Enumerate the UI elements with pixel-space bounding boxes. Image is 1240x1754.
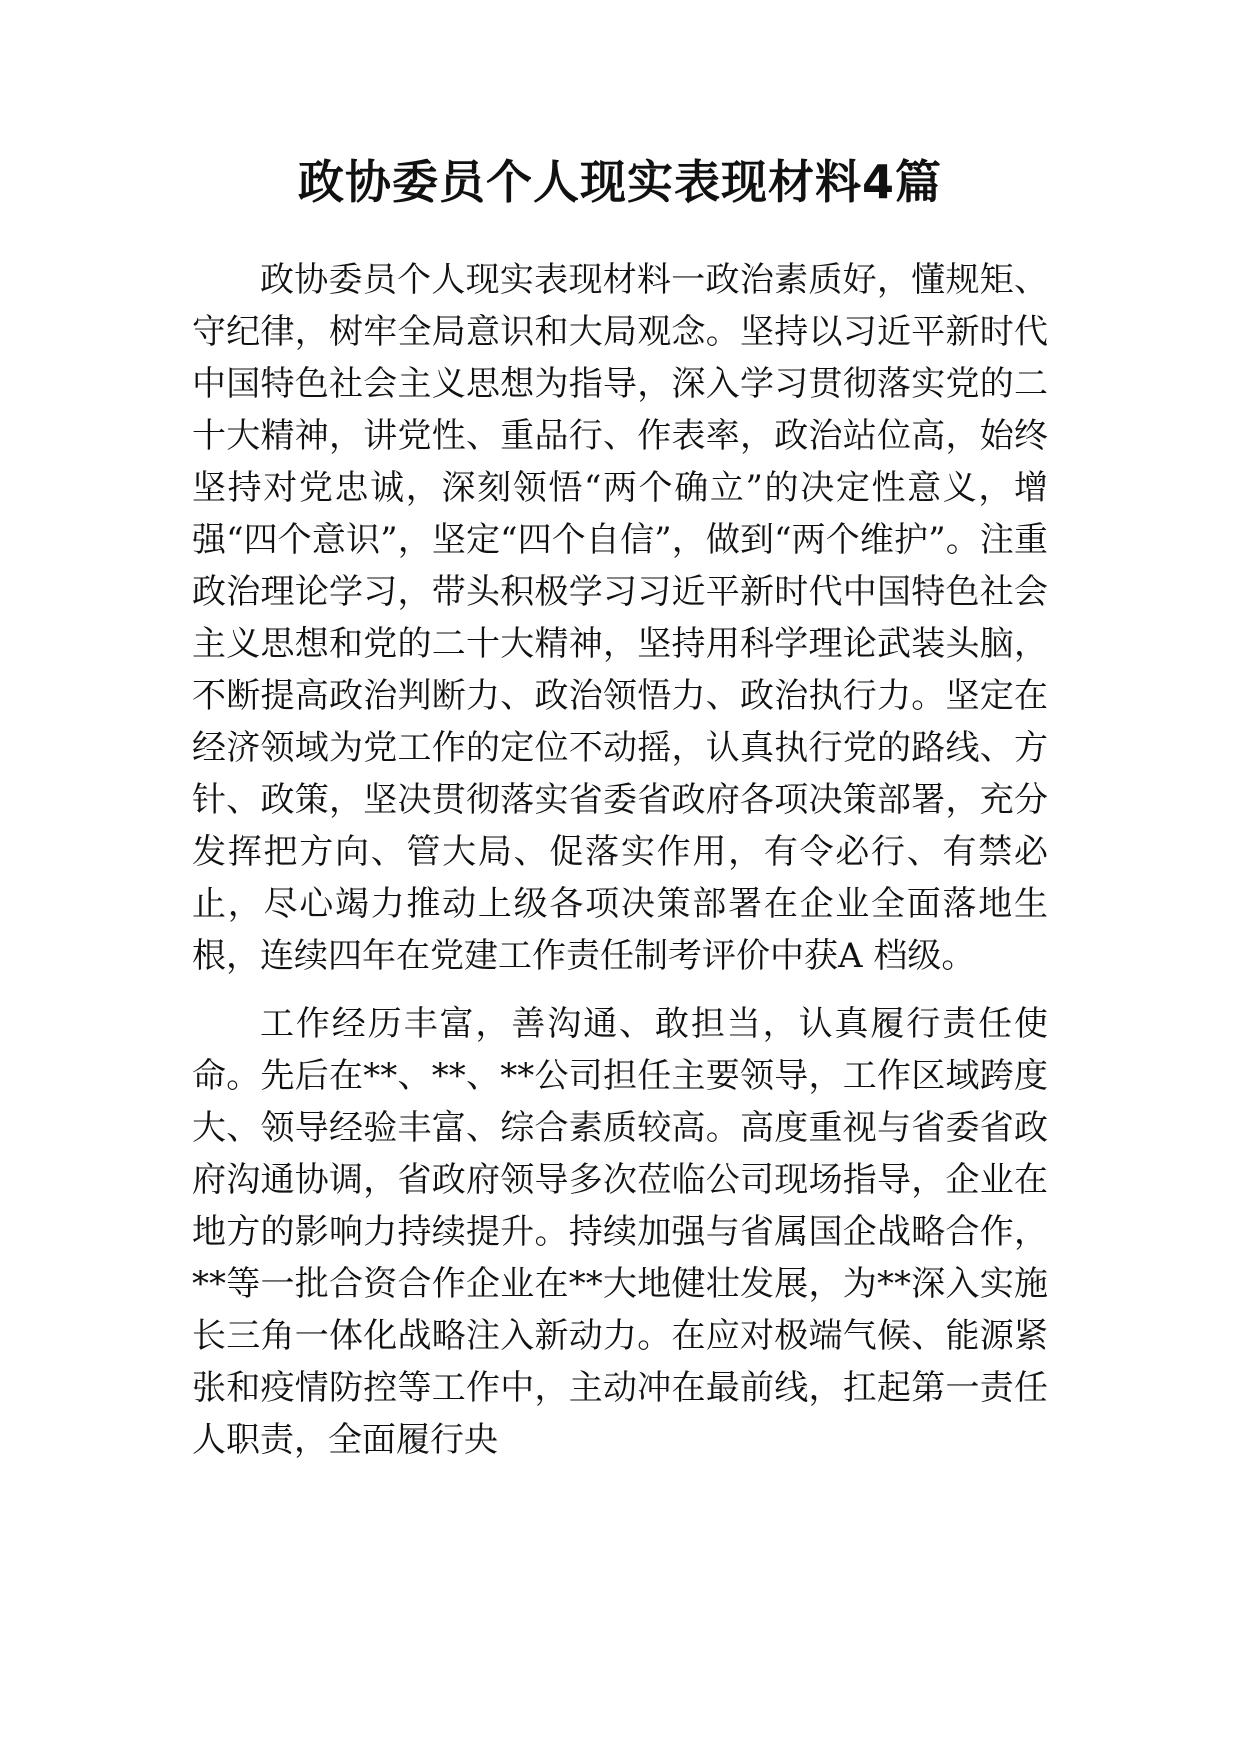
document-body	[192, 254, 1048, 1466]
paragraph-political-quality: 政协委员个人现实表现材料一政治素质好，懂规矩、守纪律，树牢全局意识和大局观念。坚持以习近平新时代中国特色社会主义思想为指导，深入学习贯彻落实党的二十大精神，讲党性、重品行、作表率，政治站位高，始终坚持对党忠诚，深刻领悟“两个确立”的决定性意义，增强“四个意识”，坚定“四个自信”，做到“两个维护”。注重政治理论学习，带头积极学习习近平新时代中国特色社会主义思想和党的二十大精神，坚持用科学理论武装头脑，不断提高政治判断力、政治领悟力、政治执行力。坚定在经济领域为党工作的定位不动摇，认真执行党的路线、方针、政策，坚决贯彻落实省委省政府各项决策部署，充分发挥把方向、管大局、促落实作用，有令必行、有禁必止，尽心竭力推动上级各项决策部署在企业全面落地生根，连续四年在党建工作责任制考评价中获A 档级。	[192, 260, 1048, 976]
paragraph-work-experience: 工作经历丰富，善沟通、敢担当，认真履行责任使命。先后在**、**、**公司担任主要领导，工作区域跨度大、领导经验丰富、综合素质较高。高度重视与省委省政府沟通协调，省政府领导多次莅临公司现场指导，企业在地方的影响力持续提升。持续加强与省属国企战略合作，**等一批合资合作企业在**大地健壮发展，为**深入实施长三角一体化战略注入新动力。在应对极端气候、能源紧张和疫情防控等工作中，主动冲在最前线，扛起第一责任人职责，全面履行央	[192, 1004, 1048, 1460]
document-title: 政协委员个人现实表现材料4篇	[297, 155, 942, 209]
